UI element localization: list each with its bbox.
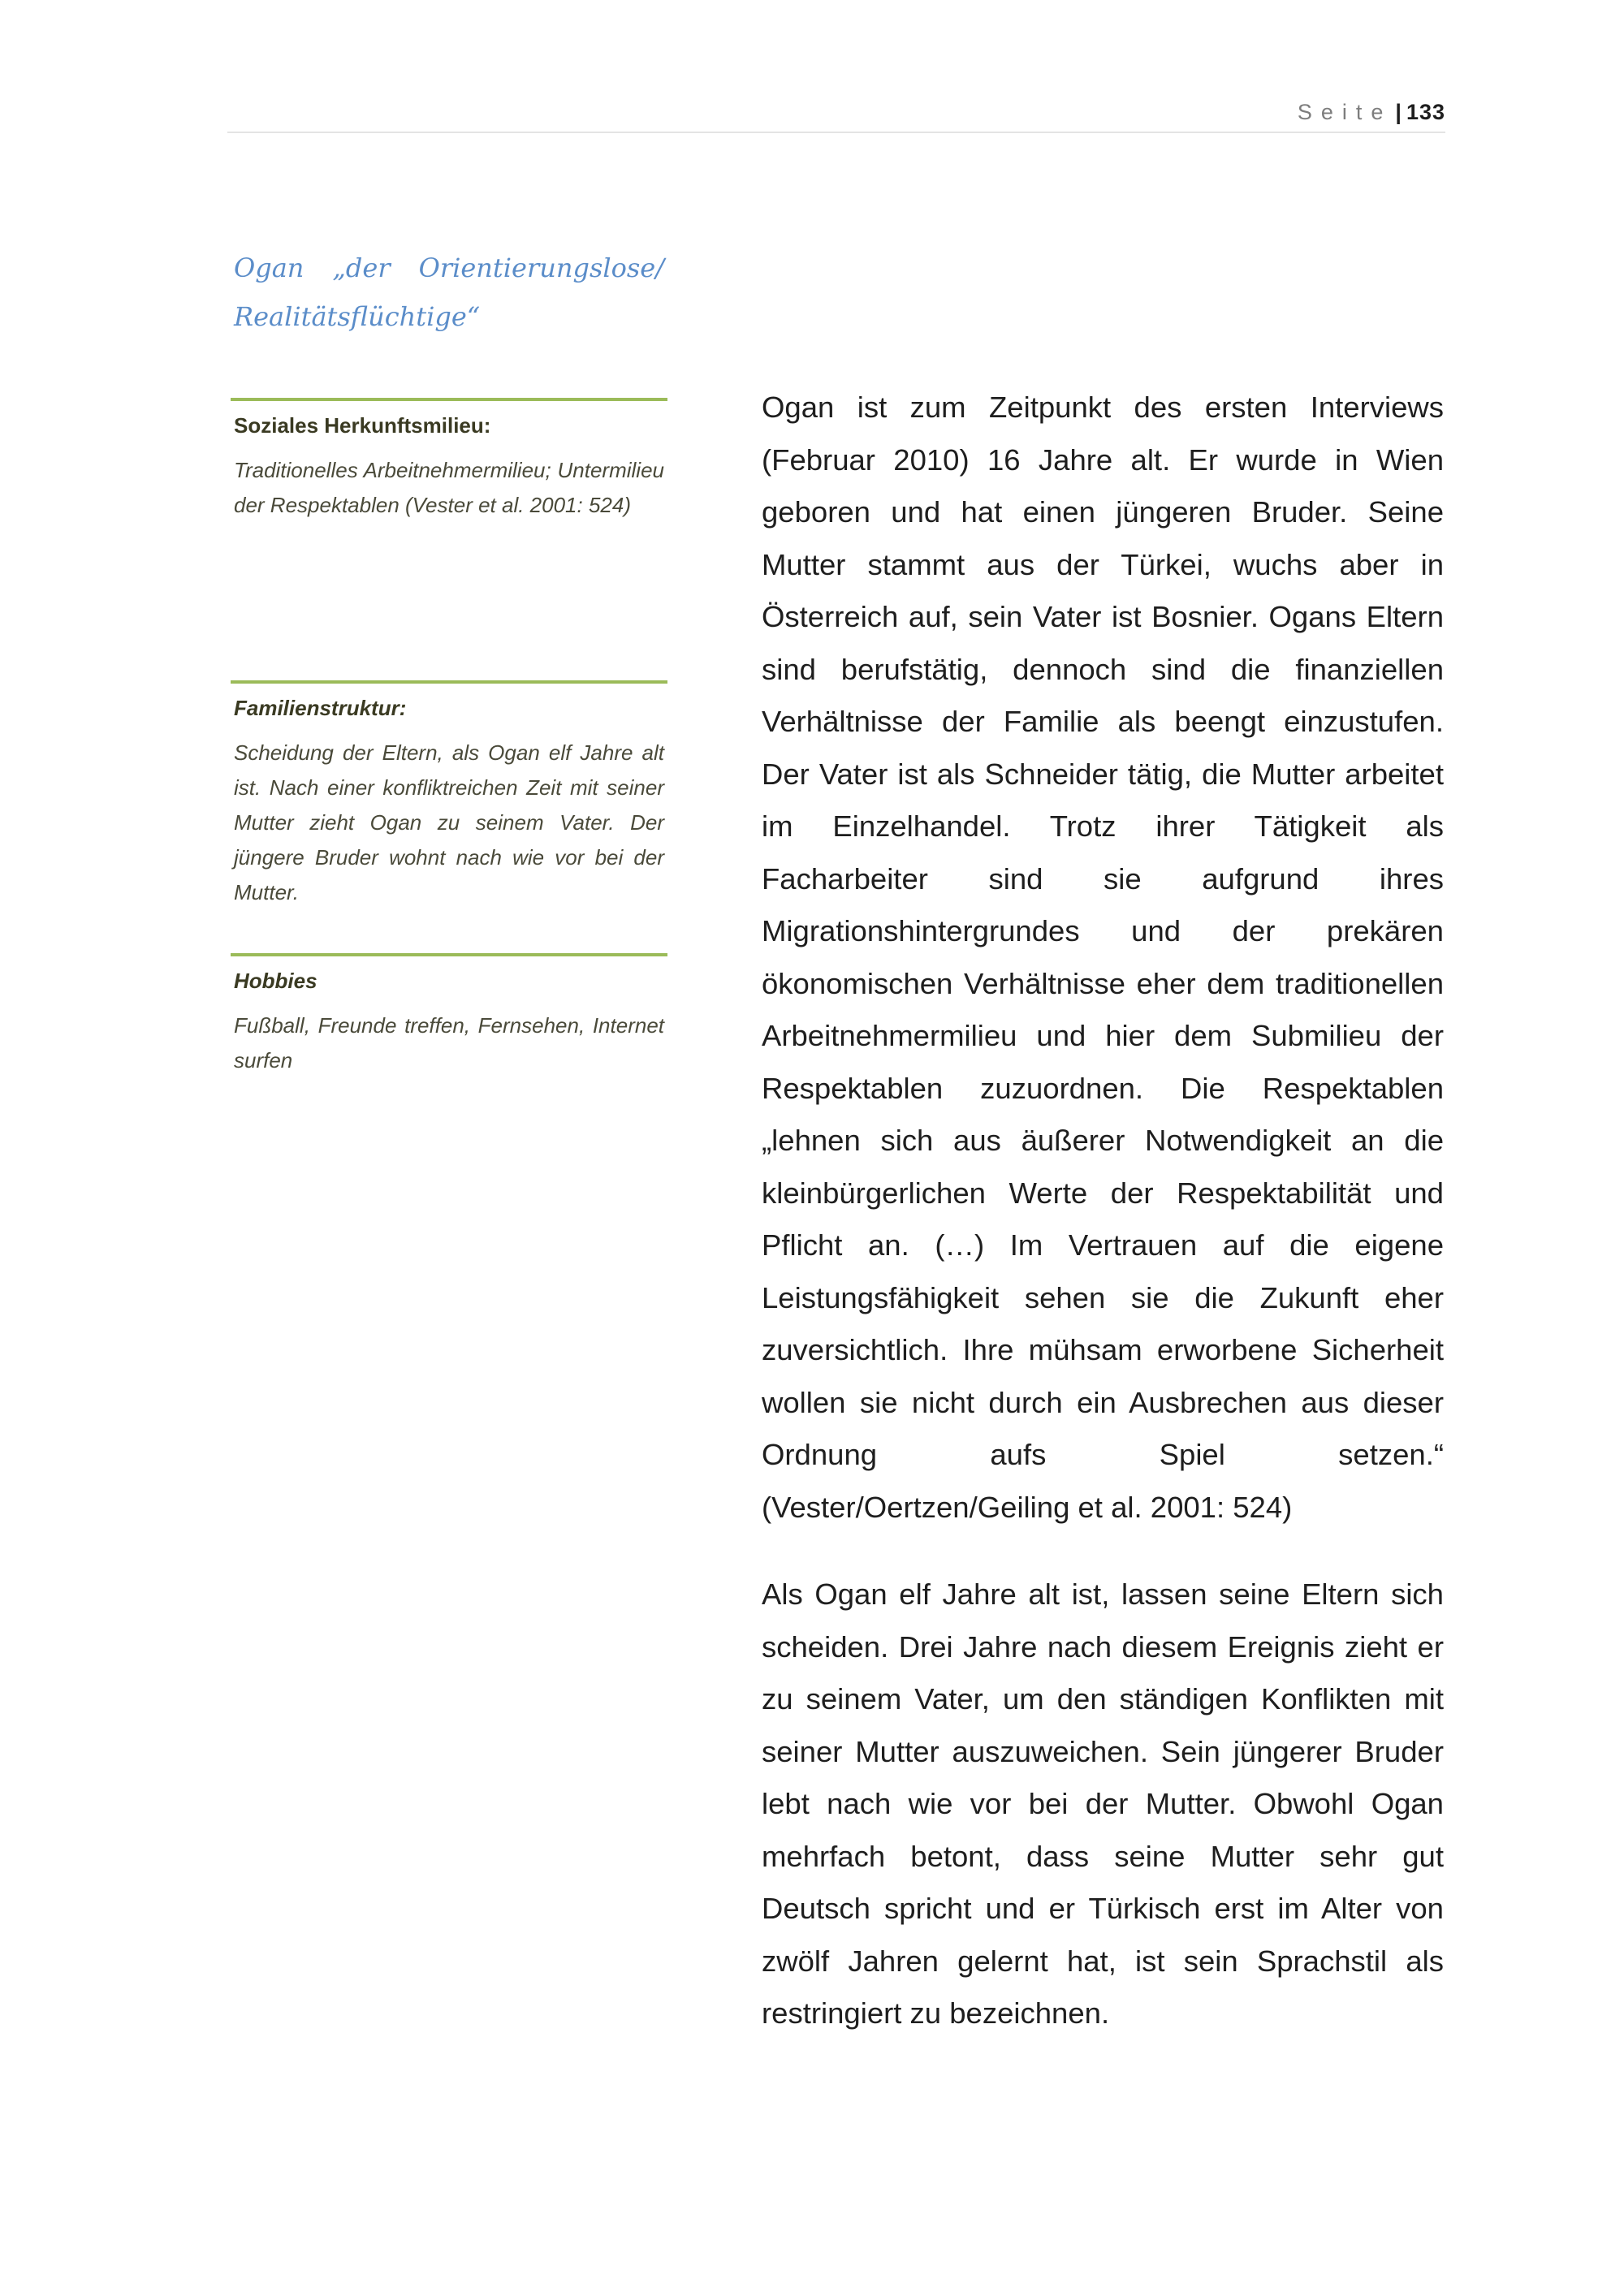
hobbies-label: Hobbies [234, 969, 317, 993]
page-header [227, 96, 1445, 133]
profile-sidebar [231, 398, 667, 1226]
main-text [762, 382, 1444, 2040]
sidebar-block-hobbies [231, 953, 667, 1226]
hobbies-text: Fußball, Freunde treffen, Fernsehen, Internet surfen [234, 1013, 664, 1072]
page-number: 133 [1406, 100, 1445, 124]
sidebar-block-herkunft [231, 398, 667, 680]
body-paragraph-2: Als Ogan elf Jahre alt ist, lassen seine Eltern sich scheiden. Drei Jahre nach diesem Ereignis zieht er zu seinem Vater, um den ständigen Konflikten mit seiner Mutter auszuweichen. Sein jüngerer Bruder lebt nach wie vor bei der Mutter. Obwohl Ogan mehrfach betont, dass seine Mutter sehr gut Deutsch spricht und er Türkisch erst im Alter von zwölf Jahren gelernt hat, ist sein Sprachstil als restringiert zu bezeichnen. [762, 1577, 1444, 2030]
herkunft-text: Traditionelles Arbeitnehmermilieu; Untermilieu der Respektablen (Vester et al. 2001: 524) [234, 458, 664, 517]
familie-label: Familienstruktur: [234, 696, 407, 720]
familie-text: Scheidung der Eltern, als Ogan elf Jahre alt ist. Nach einer konfliktreichen Zeit mit seiner Mutter zieht Ogan zu seinem Vater. Der jüngere Bruder wohnt nach wie vor bei der Mutter. [234, 740, 664, 904]
sidebar-block-familie [231, 680, 667, 953]
section-title: Ogan „der Orientierungslose/ Realitätsflüchtige“ [234, 252, 664, 332]
herkunft-label: Soziales Herkunftsmilieu: [234, 413, 491, 438]
header-label: Seite [1297, 100, 1393, 124]
header-separator: | [1395, 100, 1402, 124]
body-paragraph-1: Ogan ist zum Zeitpunkt des ersten Interviews (Februar 2010) 16 Jahre alt. Er wurde in Wien geboren und hat einen jüngeren Bruder. Seine Mutter stammt aus der Türkei, wuchs aber in Österreich auf, sein Vater ist Bosnier. Ogans Eltern sind berufstätig, dennoch sind die finanziellen Verhältnisse der Familie als beengt einzustufen. Der Vater ist als Schneider tätig, die Mutter arbeitet im Einzelhandel. Trotz ihrer Tätigkeit als Facharbeiter sind sie aufgrund ihres Migrationshintergrundes und der prekären ökonomischen Verhältnisse eher dem traditionellen Arbeitnehmermilieu und hier dem Submilieu der Respektablen zuzuordnen. Die Respektablen „lehnen sich aus äußerer Notwendigkeit an die kleinbürgerlichen Werte der Respektabilität und Pflicht an. (…) Im Vertrauen auf die eigene Leistungsfähigkeit sehen sie die Zukunft eher zuversichtlich. Ihre mühsam erworbene Sicherheit wollen sie nicht durch ein Ausbrechen aus dieser Ordnung aufs Spiel setzen.“ (Vester/Oertzen/Geiling et al. 2001: 524) [762, 391, 1444, 1524]
